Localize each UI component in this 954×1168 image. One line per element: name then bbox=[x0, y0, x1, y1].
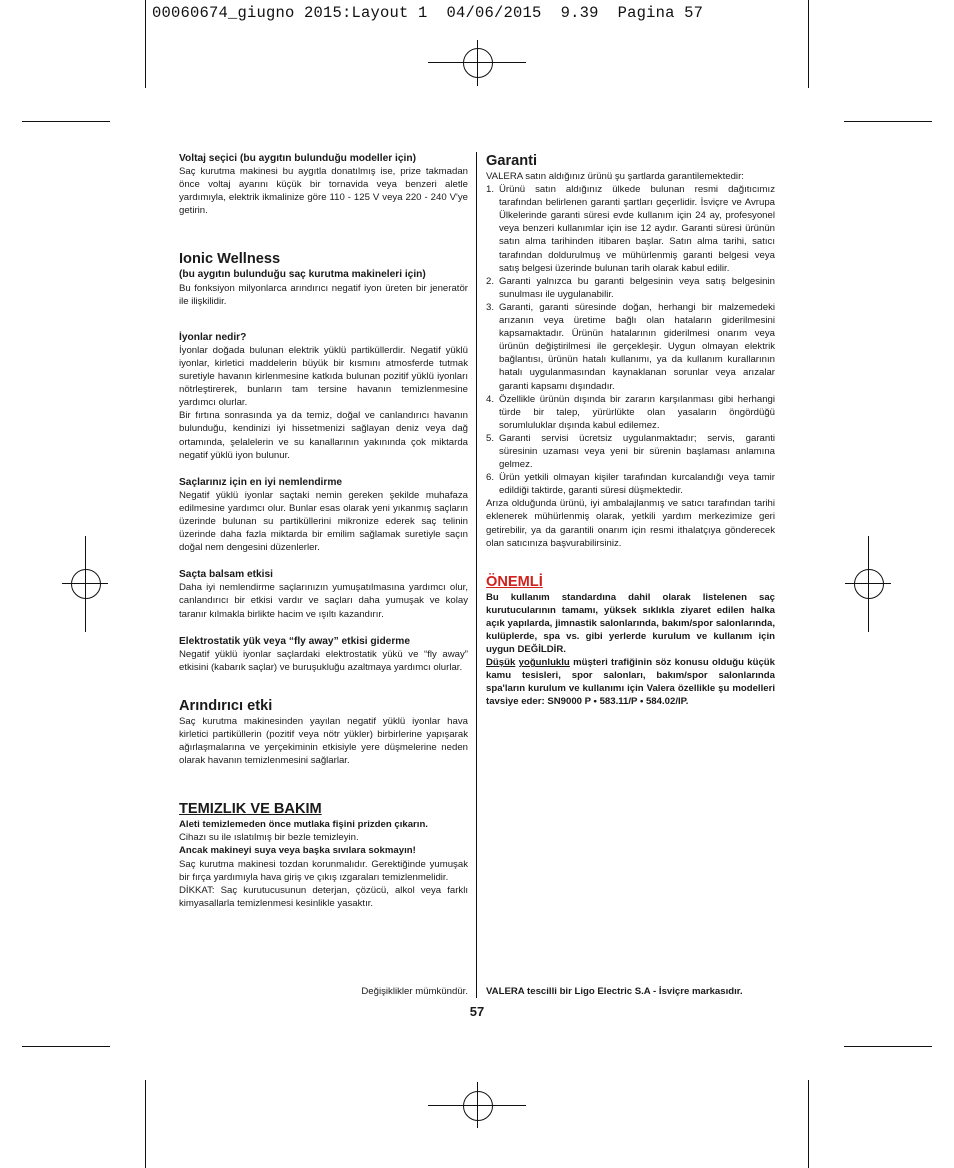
warranty-item: 1. Ürünü satın aldığınız ülkede bulunan resmi dağıtıcımız tarafından belirlenen garanti şartları geçerlidir. İsviçre ve Avrupa Ülkelerinde garanti süresi evde kullanım için 24 ay, profesyonel veya benzeri kullanımlar için ise 12 aydır. Garanti süresi ürünün satın alma tarihinden itibaren başlar. Satın alma tarihi, satıcı tarafından doldurulmuş ve mühürlenmiş garanti belgesi veya satış belgesi üzerinde bulunan tarih olarak kabul edilir. bbox=[486, 184, 775, 274]
cleaning-warning-2: Ancak makineyi suya veya başka sıvılara sokmayın! bbox=[179, 845, 416, 857]
moisture-text: Negatif yüklü iyonlar saçtaki nemin gereken şekilde muhafaza edilmesine yardımcı olur. Bunlar esas olarak yeni yıkanmış saçların üzerinde bulunan su partiküllerini mikronize ederek saç telinin üzerinde daha fazla miktarda bir emilim sağlamak suretiyle saçın doğal nem dengesini düzenlerler. bbox=[179, 489, 468, 554]
page-number: 57 bbox=[469, 1004, 485, 1019]
ions-text-2: Bir fırtına sonrasında ya da temiz, doğal ve canlandırıcı havanın bulunduğu, kendinizi iyi hissetmenizi sağlayan deniz veya dağ ortamında, şelalelerin ve su kanallarının yakınında çok miktarda negatif yüklü iyon bulunur. bbox=[179, 410, 468, 461]
warranty-intro: VALERA satın aldığınız ürünü şu şartlarda garantilemektedir: bbox=[486, 171, 744, 182]
column-divider bbox=[476, 152, 477, 998]
voltage-text: Saç kurutma makinesi bu aygıtla donatılmış ise, prize takmadan önce voltaj ayarını küçük bir tornavida veya benzeri aletle yardımıyla, elektrik ikmalinize göre 110 - 125 V veya 220 - 240 V'ye getirin. bbox=[179, 166, 468, 217]
static-text: Negatif yüklü iyonlar saçlardaki elektrostatik yükü ve “fly away” etkisini (kabarık saçlar) ve buruşukluğu azaltmaya yardımcı olurlar. bbox=[179, 648, 468, 673]
moisture-heading: Saçlarınız için en iyi nemlendirme bbox=[179, 476, 343, 488]
balm-text: Daha iyi nemlendirme saçlarınızın yumuşatılmasına yardımcı olur, canlandırıcı bir etkisi vardır ve saçları daha yumuşak ve kolay taranır kılmakla birlikte hacim ve ışıltı kazandırır. bbox=[179, 582, 468, 620]
left-column bbox=[179, 152, 468, 910]
purifying-title: Arındırıcı etki bbox=[179, 697, 273, 714]
crop-mark bbox=[808, 1080, 809, 1168]
voltage-heading: Voltaj seçici (bu aygıtın bulunduğu modeller için) bbox=[179, 153, 416, 164]
warranty-title: Garanti bbox=[486, 153, 538, 169]
registration-circle bbox=[854, 569, 884, 599]
registration-circle bbox=[463, 1091, 493, 1121]
warranty-item: 4. Özellikle ürünün dışında bir zararın karşılanması gibi herhangi türde bir talep, yürürlükte olan yasaların öngördüğü sorumluluklar dışında kabul edilemez. bbox=[486, 393, 775, 431]
crop-mark bbox=[808, 0, 809, 88]
balm-heading: Saçta balsam etkisi bbox=[179, 569, 274, 581]
trademark-note: VALERA tescilli bir Ligo Electric S.A - İsviçre markasıdır. bbox=[486, 986, 743, 997]
ionic-title: Ionic Wellness bbox=[179, 251, 281, 268]
crop-mark bbox=[145, 0, 146, 88]
crop-mark bbox=[22, 1046, 110, 1047]
warranty-closing: Arıza olduğunda ürünü, iyi ambalajlanmış ve satıcı tarafından tarihi eklenerek mühürlenmiş olarak, yetkili yardım merkezimize geri getirebilir, ya da garantili onarım için resmi ithalatçıya gönderecek olan satıcınıza başvurabilirsiniz. bbox=[486, 498, 775, 549]
ions-text-1: İyonlar doğada bulunan elektrik yüklü partiküllerdir. Negatif yüklü iyonlar, kirletici maddelerin büyük bir kısmını atmosferde tutmak suretiyle havanın kirlenmesine katkıda bulunan pozitif yüklü iyonları nötrleştirerek, bunların tam tersine havanın temizlenmesine yardımcı olurlar. bbox=[179, 344, 468, 409]
warranty-item: 5. Garanti servisi ücretsiz uygulanmaktadır; servis, garanti süresinin uzaması veya yeni bir sürenin başlaması anlamına gelmez. bbox=[486, 432, 775, 471]
warranty-list bbox=[486, 183, 775, 497]
crop-mark bbox=[844, 121, 932, 122]
ions-heading: İyonlar nedir? bbox=[179, 331, 247, 343]
crop-mark bbox=[844, 1046, 932, 1047]
cleaning-warning-1: Aleti temizlemeden önce mutlaka fişini prizden çıkarın. bbox=[179, 819, 428, 831]
warranty-item: 6. Ürün yetkili olmayan kişiler tarafından kurcalandığı veya tamir edildiği taktirde, garanti süresi düşmektedir. bbox=[486, 472, 775, 497]
cleaning-text-3: DİKKAT: Saç kurutucusunun deterjan, çözücü, alkol veya farklı kimyasallarla temizlenmesi kesinlikle yasaktır. bbox=[179, 884, 468, 909]
warranty-item: 3. Garanti, garanti süresinde doğan, herhangi bir malzemedeki arızanın veya üretime bağlı olan hataların giderilmesini kapsamaktadır. Ürünün hatalarının giderilmesi onarım veya ürünün değiştirilmesi ile gerçekleşir. Uygun olmayan elektrik bağlantısı, ürünün hatalı kullanımı, ya da kullanım kurallarının hatalı uygulanmasından kaynaklanan sorunlar veya arızalar garanti kapsamı dışındadır. bbox=[486, 301, 775, 392]
warranty-item: 2. Garanti yalnızca bu garanti belgesinin veya satış belgesinin sunulması ile uygulanabilir. bbox=[486, 275, 775, 300]
ionic-text: Bu fonksiyon milyonlarca arındırıcı negatif iyon üreten bir jeneratör ile ilişkilidir. bbox=[179, 282, 468, 307]
slug-line: 00060674_giugno 2015:Layout 1 04/06/2015 9.39 Pagina 57 bbox=[152, 4, 704, 22]
ionic-subtitle: (bu aygıtın bulunduğu saç kurutma makineleri için) bbox=[179, 269, 426, 281]
registration-circle bbox=[71, 569, 101, 599]
cleaning-text-1: Cihazı su ile ıslatılmış bir bezle temizleyin. bbox=[179, 832, 359, 844]
cleaning-text-2: Saç kurutma makinesi tozdan korunmalıdır. Gerektiğinde yumuşak bir fırça yardımıyla hava giriş ve çıkış ızgaraları temizlenmelidir. bbox=[179, 858, 468, 883]
crop-mark bbox=[145, 1080, 146, 1168]
right-column bbox=[486, 152, 775, 709]
registration-circle bbox=[463, 48, 493, 78]
cleaning-title: TEMIZLIK VE BAKIM bbox=[179, 801, 322, 818]
purifying-text: Saç kurutma makinesinden yayılan negatif yüklü iyonlar hava kirletici partiküllerin (pozitif veya nötr yükler) birbirlerine yapışarak ağırlaşmalarına ve yerçekiminin etkisiyle yere düşmelerine neden olarak havanın temizlenmesini sağlarlar. bbox=[179, 715, 468, 767]
important-text-2: Düşük yoğunluklu müşteri trafiğinin söz konusu olduğu küçük kamu tesisleri, spor salonları, bakım/spor salonlarında spa'ların kurulum ve kullanımı için Valera özellikle şu modelleri tavsiye eder: SN9000 P • 583.11/P • 584.02/IP. bbox=[486, 657, 776, 708]
static-heading: Elektrostatik yük veya “fly away” etkisi giderme bbox=[179, 635, 411, 647]
important-text-1: Bu kullanım standardına dahil olarak listelenen saç kurutucularının tamamı, yüksek sıklıkla ziyaret edilen halka açık yapılarda, jimnastik salonlarında, bakım/spor salonlarında, kulüplerde, spa vs. gibi yerlerde kurulum ve kullanım için uygun DEĞİLDİR. bbox=[486, 591, 775, 656]
important-title: ÖNEMLİ bbox=[486, 573, 543, 590]
changes-note: Değişiklikler mümkündür. bbox=[361, 986, 468, 997]
crop-mark bbox=[22, 121, 110, 122]
